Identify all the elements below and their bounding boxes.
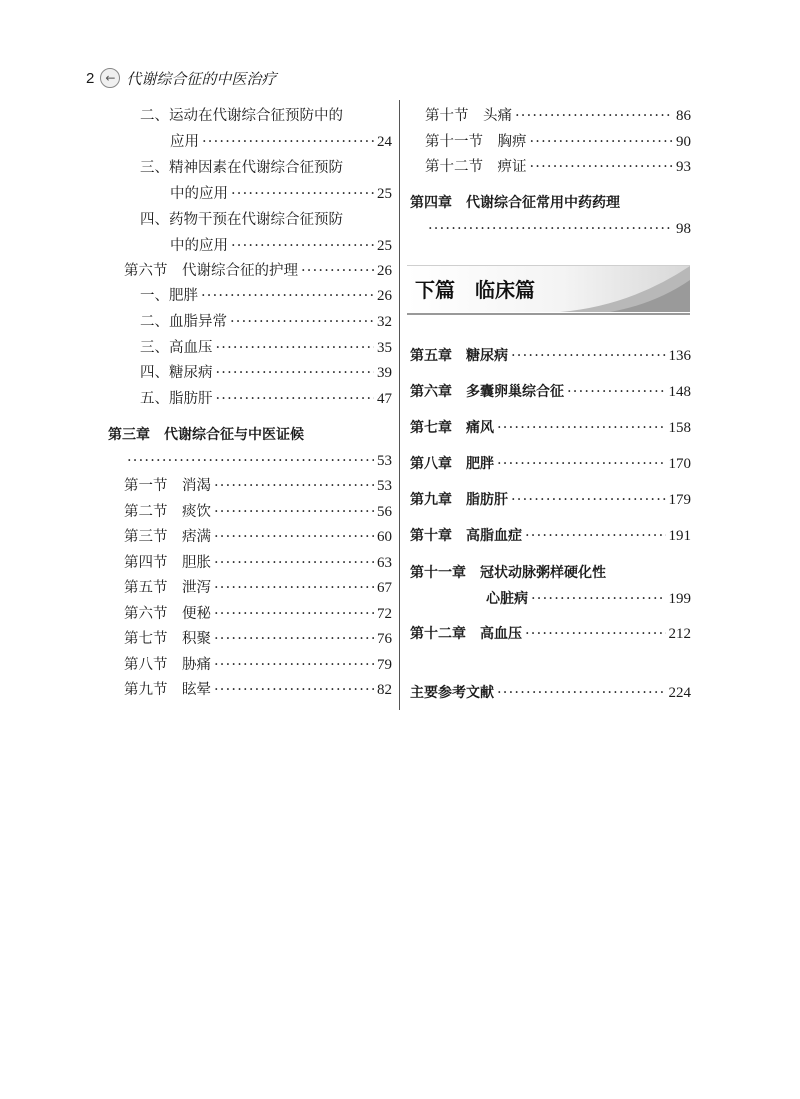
page-ref: 179 (668, 492, 691, 508)
toc-entry[interactable]: 第十一节 胸痹 ····· 90 (425, 132, 691, 152)
toc-entry[interactable]: 主要参考文献 ····· 224 (410, 683, 691, 703)
dot-leader (511, 490, 666, 510)
running-header (86, 66, 276, 90)
toc-entry[interactable]: 第六节 代谢综合征的护理 ····· 26 (124, 261, 392, 281)
toc-entry[interactable]: 第一节 消渴 ····· 53 (124, 476, 392, 496)
toc-entry[interactable] (425, 219, 691, 239)
page-number: 2 (86, 69, 95, 87)
toc-entry[interactable]: 一、肥胖 ····· 26 (140, 286, 392, 306)
page-ref: 90 (676, 134, 691, 150)
toc-entry[interactable]: 第七章 痛风 ····· 158 (410, 418, 691, 438)
banner-swoosh (540, 266, 690, 312)
dot-leader (515, 106, 673, 126)
toc-entry[interactable]: 中的应用 ····· 25 (170, 184, 392, 204)
part-title: 下篇 临床篇 (415, 278, 535, 302)
page-ref: 136 (668, 348, 691, 364)
dot-leader (301, 261, 374, 281)
dot-leader (497, 418, 666, 438)
dot-leader (214, 655, 374, 675)
page-ref: 35 (377, 340, 392, 356)
dot-leader (201, 286, 374, 306)
page-ref: 86 (676, 108, 691, 124)
toc-entry[interactable]: 第十章 高脂血症 ····· 191 (410, 526, 691, 546)
book-title: 代谢综合征的中医治疗 (126, 69, 277, 88)
page-ref: 56 (377, 504, 392, 520)
page-ref: 47 (377, 391, 392, 407)
dot-leader (525, 624, 666, 644)
page-ref: 212 (668, 626, 691, 642)
page-ref: 82 (377, 682, 392, 698)
dot-leader (214, 629, 374, 649)
dot-leader (428, 219, 673, 239)
dot-leader (202, 132, 374, 152)
dot-leader (530, 157, 674, 177)
banner-underline (407, 313, 690, 315)
arrow-left-icon[interactable]: ← (100, 68, 120, 88)
dot-leader (214, 604, 374, 624)
toc-entry[interactable]: 第七节 积聚 ····· 76 (124, 629, 392, 649)
dot-leader (216, 363, 375, 383)
page-ref: 60 (377, 529, 392, 545)
page-ref: 199 (668, 591, 691, 607)
page-ref: 26 (377, 288, 392, 304)
toc-entry[interactable] (124, 451, 392, 471)
column-divider (399, 100, 400, 710)
toc-entry[interactable]: 中的应用 ····· 25 (170, 236, 392, 256)
toc-entry[interactable]: 第四节 胆胀 ····· 63 (124, 553, 392, 573)
toc-entry[interactable]: 第二节 痰饮 ····· 56 (124, 502, 392, 522)
toc-entry[interactable]: 第八节 胁痛 ····· 79 (124, 655, 392, 675)
toc-entry[interactable]: 第六章 多囊卵巢综合征 ····· 148 (410, 382, 691, 402)
toc-entry[interactable]: 第三节 痞满 ····· 60 (124, 527, 392, 547)
toc-entry[interactable]: 第十二节 痹证 ····· 93 (425, 157, 691, 177)
toc-entry: 四、药物干预在代谢综合征预防 (140, 212, 343, 228)
dot-leader (231, 184, 374, 204)
toc-entry[interactable]: 第五章 糖尿病 ····· 136 (410, 346, 691, 366)
page-ref: 93 (676, 159, 691, 175)
dot-leader (214, 553, 374, 573)
dot-leader (530, 132, 674, 152)
page-ref: 39 (377, 365, 392, 381)
page-ref: 24 (377, 134, 392, 150)
toc-entry[interactable]: 第十二章 高血压 ····· 212 (410, 624, 691, 644)
dot-leader (216, 338, 375, 358)
toc-entry[interactable]: 二、血脂异常 ····· 32 (140, 312, 392, 332)
chapter-heading: 第三章 代谢综合征与中医证候 (108, 427, 304, 443)
toc-entry[interactable]: 第五节 泄泻 ····· 67 (124, 578, 392, 598)
page-ref: 191 (668, 528, 691, 544)
dot-leader (525, 526, 666, 546)
toc-entry[interactable]: 第九节 眩晕 ····· 82 (124, 680, 392, 700)
chapter-heading: 第十一章 冠状动脉粥样硬化性 (410, 565, 606, 581)
page-ref: 224 (668, 685, 691, 701)
page-ref: 158 (668, 420, 691, 436)
dot-leader (214, 502, 374, 522)
chapter-heading: 第四章 代谢综合征常用中药药理 (410, 195, 620, 211)
page-ref: 170 (668, 456, 691, 472)
dot-leader (127, 451, 374, 471)
dot-leader (214, 578, 374, 598)
page-ref: 25 (377, 238, 392, 254)
page-ref: 32 (377, 314, 392, 330)
page-ref: 76 (377, 631, 392, 647)
toc-entry[interactable]: 应用 ····· 24 (170, 132, 392, 152)
dot-leader (214, 680, 374, 700)
page-ref: 98 (676, 221, 691, 237)
toc-entry: 二、运动在代谢综合征预防中的 (140, 108, 343, 124)
dot-leader (511, 346, 666, 366)
dot-leader (231, 236, 374, 256)
page-ref: 53 (377, 478, 392, 494)
dot-leader (214, 476, 374, 496)
page-ref: 63 (377, 555, 392, 571)
toc-entry[interactable]: 五、脂肪肝 ····· 47 (140, 389, 392, 409)
dot-leader (230, 312, 374, 332)
page-ref: 26 (377, 263, 392, 279)
toc-entry[interactable]: 第十节 头痛 ····· 86 (425, 106, 691, 126)
page-ref: 25 (377, 186, 392, 202)
page-ref: 148 (668, 384, 691, 400)
page-ref: 53 (377, 453, 392, 469)
toc-entry[interactable]: 第六节 便秘 ····· 72 (124, 604, 392, 624)
part-banner (407, 265, 690, 312)
page-ref: 79 (377, 657, 392, 673)
page-ref: 67 (377, 580, 392, 596)
dot-leader (214, 527, 374, 547)
toc-entry[interactable]: 心脏病 ····· 199 (486, 589, 691, 609)
dot-leader (497, 683, 666, 703)
toc-entry[interactable]: 第八章 肥胖 ····· 170 (410, 454, 691, 474)
dot-leader (531, 589, 666, 609)
toc-entry[interactable]: 三、高血压 ····· 35 (140, 338, 392, 358)
toc-entry[interactable]: 四、糖尿病 ····· 39 (140, 363, 392, 383)
toc-entry[interactable]: 第九章 脂肪肝 ····· 179 (410, 490, 691, 510)
page-ref: 72 (377, 606, 392, 622)
dot-leader (216, 389, 375, 409)
toc-entry: 三、精神因素在代谢综合征预防 (140, 160, 343, 176)
dot-leader (497, 454, 666, 474)
dot-leader (567, 382, 666, 402)
